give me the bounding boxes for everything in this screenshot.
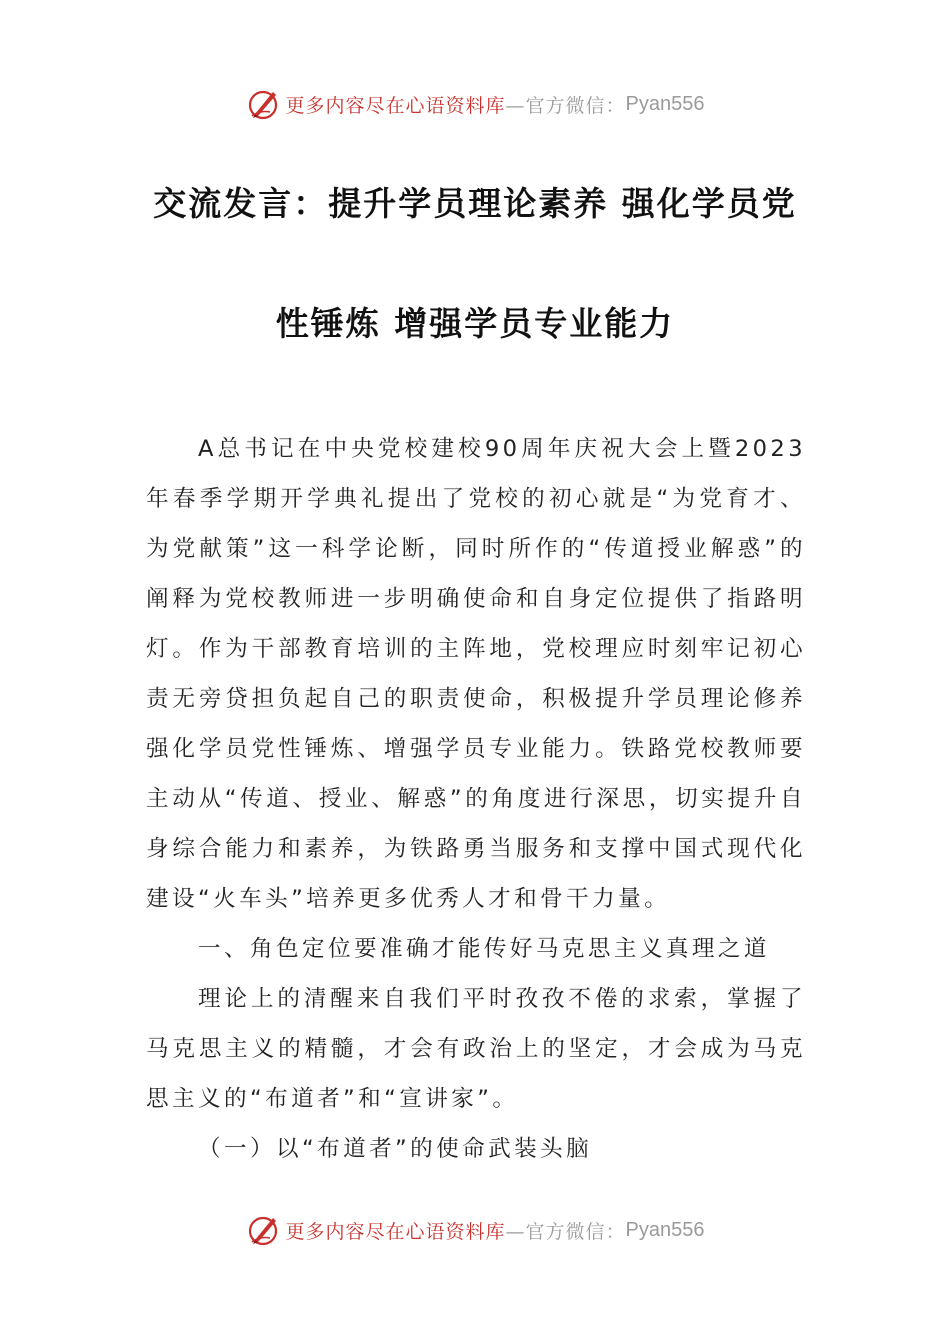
- document-body: [146, 424, 806, 1174]
- watermark-account-text: Pyan556: [625, 1218, 705, 1241]
- watermark-banner-top: [0, 84, 950, 124]
- pen-logo-icon: [246, 1212, 282, 1248]
- body-paragraph-intro: A总书记在中央党校建校90周年庆祝大会上暨2023年春季学期开学典礼提出了党校的初心就是“为党育才、为党献策”这一科学论断，同时所作的“传道授业解惑”的阐释为党校教师进一步明确使命和自身定位提供了指路明灯。作为干部教育培训的主阵地，党校理应时刻牢记初心责无旁贷担负起自己的职责使命，积极提升学员理论修养强化学员党性锤炼、增强学员专业能力。铁路党校教师要主动从“传道、授业、解惑”的角度进行深思，切实提升自身综合能力和素养，为铁路勇当服务和支撑中国式现代化建设“火车头”培养更多优秀人才和骨干力量。: [146, 436, 806, 912]
- watermark-banner-bottom: [0, 1210, 950, 1250]
- section-heading-1: 一、角色定位要准确才能传好马克思主义真理之道: [198, 936, 770, 962]
- watermark-primary-text: 更多内容尽在心语资料库: [285, 1220, 506, 1243]
- document-title-line-1: 交流发言：提升学员理论素养 强化学员党: [153, 184, 797, 223]
- subsection-heading-1: （一）以“布道者”的使命武装头脑: [198, 1136, 593, 1162]
- watermark-primary-text: 更多内容尽在心语资料库: [285, 94, 506, 117]
- watermark-secondary-text: —官方微信：: [505, 94, 626, 117]
- body-paragraph-section-1: 理论上的清醒来自我们平时孜孜不倦的求索，掌握了马克思主义的精髓，才会有政治上的坚定，才会成为马克思主义的“布道者”和“宣讲家”。: [146, 986, 806, 1112]
- pen-logo-icon: [246, 86, 282, 122]
- document-title-line-2: 性锤炼 增强学员专业能力: [275, 304, 675, 343]
- watermark-account-text: Pyan556: [625, 92, 705, 115]
- watermark-secondary-text: —官方微信：: [505, 1220, 626, 1243]
